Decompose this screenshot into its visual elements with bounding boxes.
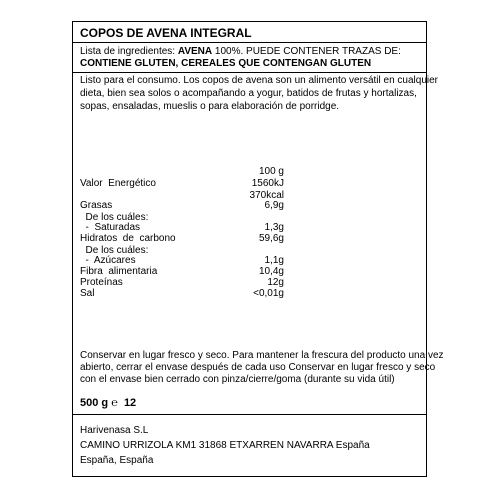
- nutrition-value: 1,1g: [264, 255, 284, 266]
- weight-divider: [72, 414, 427, 415]
- nutrition-header: 100 g: [258, 166, 284, 177]
- nutrition-value: 59,6g: [258, 233, 284, 244]
- nutrition-label: De los cuáles:: [80, 245, 149, 256]
- title-divider: [72, 42, 427, 43]
- ingredients-main: AVENA: [177, 46, 213, 57]
- company-country: España, España: [80, 455, 154, 466]
- nutrition-value: 1560kJ: [251, 178, 284, 189]
- storage-line: abierto, cerrar el envase después de cada uso Conservar en lugar fresco y seco: [80, 362, 436, 373]
- description-line: sopas, ensaladas, mueslis o para elaboración de porridge.: [80, 101, 340, 112]
- estimated-sign-icon: ℮: [111, 397, 118, 409]
- net-weight: 500 g: [80, 397, 109, 409]
- company-name: Harivenasa S.L: [80, 425, 149, 436]
- product-title: COPOS DE AVENA INTEGRAL: [80, 26, 252, 40]
- description-line: Listo para el consumo. Los copos de avena son un alimento versátil en cualquier: [80, 75, 438, 86]
- storage-line: con el envase bien cerrado con pinza/cierre/goma (durante su vida útil): [80, 374, 395, 385]
- nutrition-label: - Saturadas: [80, 222, 141, 233]
- company-address: CAMINO URRIZOLA KM1 31868 ETXARREN NAVARRA España: [80, 440, 370, 451]
- ingredients-divider: [72, 72, 427, 73]
- nutrition-label: Valor Energético: [80, 178, 156, 189]
- ingredients-line: [80, 46, 401, 58]
- description-line: dieta, bien sea solos o acompañando a yogur, batidos de frutas y hortalizas,: [80, 88, 417, 99]
- nutrition-label: - Azúcares: [80, 255, 136, 266]
- nutrition-value: 370kcal: [249, 190, 284, 201]
- storage-line: Conservar en lugar fresco y seco. Para mantener la frescura del producto una vez: [80, 350, 444, 361]
- weight-line: [80, 397, 136, 409]
- nutrition-label: Hidratos de carbono: [80, 233, 176, 244]
- nutrition-value: 6,9g: [264, 200, 284, 211]
- ingredients-rest: 100%. PUEDE CONTENER TRAZAS DE:: [212, 46, 401, 57]
- nutrition-value: <0,01g: [253, 288, 284, 299]
- nutrition-label: Fibra alimentaria: [80, 266, 158, 277]
- ingredients-prefix: Lista de ingredientes:: [80, 46, 178, 57]
- nutrition-value: 12g: [267, 277, 284, 288]
- nutrition-label: Grasas: [80, 200, 113, 211]
- nutrition-value: 1,3g: [264, 222, 284, 233]
- allergen-statement: CONTIENE GLUTEN, CEREALES QUE CONTENGAN GLUTEN: [80, 58, 372, 69]
- nutrition-label: Sal: [80, 288, 95, 299]
- nutrition-label: De los cuáles:: [80, 212, 149, 223]
- nutrition-value: 10,4g: [258, 266, 284, 277]
- nutrition-label: Proteínas: [80, 277, 123, 288]
- unit-count: 12: [123, 397, 137, 409]
